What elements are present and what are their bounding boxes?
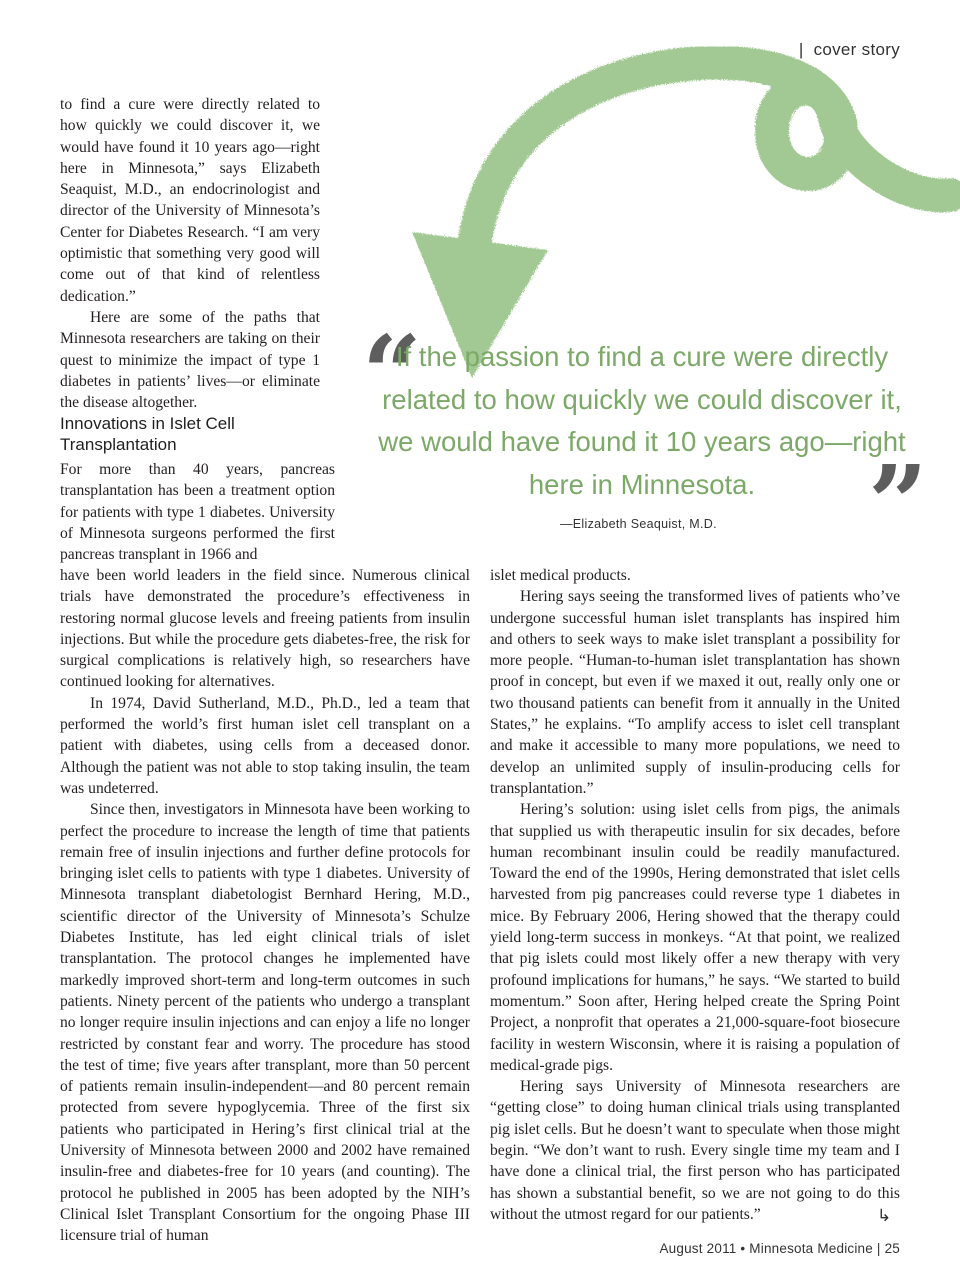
continue-arrow-icon: ↳ — [877, 1206, 892, 1225]
section-lead-column — [60, 459, 335, 565]
body-paragraph: Hering says seeing the transformed lives of patients who’ve undergone successful human islet transplants has inspired him and others to seek ways to make islet transplant a possibility for more people. “Human-to-human islet transplantation has shown proof in concept, but even if we maxed it out, really only one or two thousand patients can benefit from it annually in the United States,” he explains. “To amplify access to islet cell transplant and make it accessible to many more populations, we need to develop an unlimited supply of insulin-producing cells for transplantation.” — [490, 588, 900, 797]
body-paragraph: have been world leaders in the field since. Numerous clinical trials have demonstrated the procedure’s effectiveness in restoring normal glucose levels and freeing patients from insulin injections. But while the procedure gets diabetes-free, the risk for surgical complications is relatively high, so researchers have continued looking for alternatives. — [60, 567, 470, 691]
page-footer: August 2011 • Minnesota Medicine | 25 — [659, 1241, 900, 1256]
body-paragraph: Hering’s solution: using islet cells from pigs, the animals that supplied us with therapeutic insulin for six decades, before human recombinant insulin could be readily manufactured. Toward the end of the 1990s, Hering demonstrated that islet cells harvested from pig pancreases could reverse type 1 diabetes in mice. By February 2006, Hering showed that the therapy could yield long-term success in monkeys. “At that point, we realized that pig islets could most likely offer a new therapy with very profound implications for humans,” he says. “We started to build momentum.” Soon after, Hering helped create the Spring Point Project, a nonprofit that operates a 21,000-square-foot biosecure facility in western Wisconsin, where it is raising a population of medical-grade pigs. — [490, 801, 900, 1074]
pull-quote-attribution: —Elizabeth Seaquist, M.D. — [560, 517, 717, 531]
left-column — [60, 565, 470, 1247]
open-quote-icon: “ — [362, 312, 422, 435]
section-tag: | cover story — [798, 40, 900, 59]
section-heading: Innovations in Islet Cell Transplantation — [60, 414, 235, 454]
body-paragraph: Since then, investigators in Minnesota have been working to perfect the procedure to increase the length of time that patients remain free of insulin injections and further define protocols for bringing islet cells to patients with type 1 diabetes. University of Minnesota transplant diabetologist Bernhard Hering, M.D., scientific director of the University of Minnesota’s Schulze Diabetes Institute, has led eight clinical trials of islet transplantation. The protocol changes he implemented have markedly improved short-term and long-term outcomes in such patients. Ninety percent of the patients who undergo a transplant no longer require insulin injections and can enjoy a life no longer restricted by constant fear and worry. The procedure has stood the test of time; five years after transplant, more than 50 percent of patients remain insulin-independent—and 80 percent remain protected from severe hypoglycemia. Three of the first six patients who participated in Hering’s first clinical trial at the University of Minnesota between 2000 and 2002 have remained insulin-free and diabetes-free for 10 years (and counting). The protocol he published in 2005 has been adopted by the NIH’s Clinical Islet Transplant Consortium for the ongoing Phase III licensure trial of human — [60, 801, 470, 1245]
section-label: cover story — [813, 40, 900, 59]
intro-paragraph: Here are some of the paths that Minnesota researchers are taking on their quest to minimize the impact of type 1 diabetes in patients’ lives—or eliminate the disease altogether. — [60, 308, 320, 412]
section-lead-paragraph: For more than 40 years, pancreas transplantation has been a treatment option for patients with type 1 diabetes. University of Minnesota surgeons performed the first pancreas transplant in 1966 and — [60, 461, 335, 564]
intro-paragraph: to find a cure were directly related to how quickly we could discover it, we would have found it 10 years ago—right here in Minnesota,” says Elizabeth Seaquist, M.D., an endocrinologist and director of the University of Minnesota’s Center for Diabetes Research. “I am very optimistic that something very good will come out of that kind of relentless dedication.” — [60, 96, 320, 305]
intro-column — [60, 94, 320, 413]
body-paragraph: islet medical products. — [490, 567, 631, 584]
right-column — [490, 565, 900, 1225]
close-quote-icon: ” — [868, 442, 928, 565]
pull-quote: If the passion to find a cure were directly related to how quickly we could discover it, we would have found it 10 years ago—right here in Minnesota. — [378, 341, 906, 500]
body-paragraph: In 1974, David Sutherland, M.D., Ph.D., led a team that performed the world’s first human islet cell transplant on a patient with diabetes, using cells from a deceased donor. Although the patient was not able to stop taking insulin, the team was undeterred. — [60, 694, 470, 797]
body-paragraph: Hering says University of Minnesota researchers are “getting close” to doing human clinical trials using transplanted pig islet cells. But he doesn’t want to speculate when those might begin. “We don’t want to rush. Every single time my team and I have done a clinical trial, the first person who has participated has shown a substantial benefit, so we are not going to do this without the utmost regard for our patients.” — [490, 1078, 900, 1223]
